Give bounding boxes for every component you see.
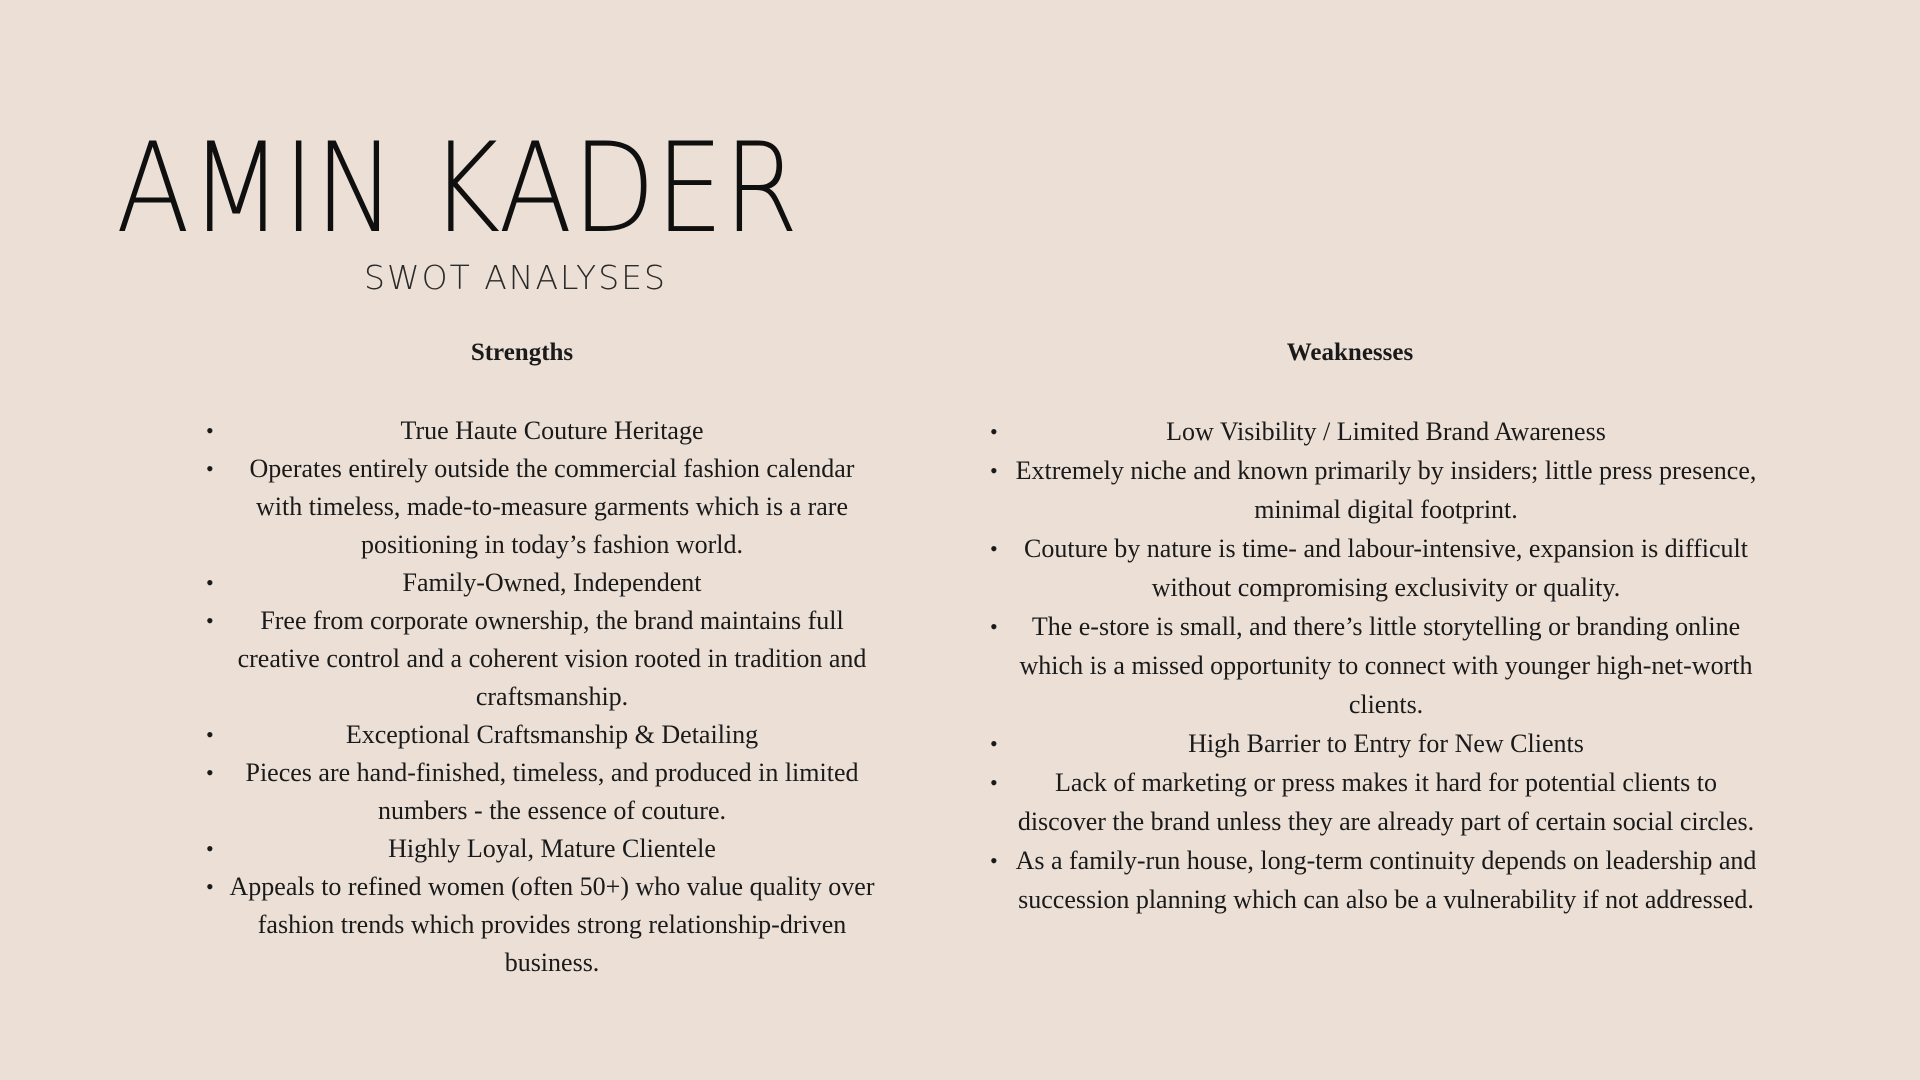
list-item — [990, 724, 1760, 763]
list-item — [990, 841, 1760, 919]
list-item — [990, 412, 1760, 451]
page-subtitle: SWOT ANALYSES — [364, 258, 667, 297]
list-item-text: Family-Owned, Independent — [402, 568, 702, 597]
weaknesses-section — [990, 338, 1760, 919]
list-item — [206, 450, 876, 564]
list-item-text: Couture by nature is time- and labour-intensive, expansion is difficult without compromising exclusivity or quality. — [1024, 534, 1748, 602]
bullet-icon: • — [206, 722, 214, 747]
bullet-icon: • — [206, 760, 214, 785]
list-item — [990, 451, 1760, 529]
list-item-text: High Barrier to Entry for New Clients — [1188, 729, 1584, 758]
bullet-icon: • — [206, 418, 214, 443]
list-item — [206, 754, 876, 830]
list-item — [206, 716, 876, 754]
list-item — [206, 830, 876, 868]
bullet-icon: • — [990, 536, 998, 561]
bullet-icon: • — [206, 874, 214, 899]
list-item — [206, 412, 876, 450]
strengths-section — [206, 338, 880, 982]
strengths-heading: Strengths — [470, 339, 574, 366]
list-item-text: Pieces are hand-finished, timeless, and produced in limited numbers - the essence of couture. — [245, 758, 859, 825]
list-item — [206, 564, 876, 602]
bullet-icon: • — [990, 731, 998, 756]
list-item-text: Exceptional Craftsmanship & Detailing — [345, 720, 759, 749]
list-item-text: The e-store is small, and there’s little storytelling or branding online which is a missed opportunity to connect with younger high-net-worth clients. — [1019, 612, 1753, 719]
bullet-icon: • — [990, 848, 998, 873]
weaknesses-list — [990, 412, 1760, 919]
list-item — [990, 607, 1760, 724]
list-item-text: Highly Loyal, Mature Clientele — [388, 834, 716, 863]
bullet-icon: • — [206, 836, 214, 861]
bullet-icon: • — [206, 608, 214, 633]
bullet-icon: • — [206, 570, 214, 595]
list-item-text: Extremely niche and known primarily by insiders; little press presence, minimal digital footprint. — [1015, 456, 1757, 524]
list-item-text: Low Visibility / Limited Brand Awareness — [1166, 417, 1606, 446]
list-item-text: Operates entirely outside the commercial fashion calendar with timeless, made-to-measure garments which is a rare positioning in today’s fashion world. — [249, 454, 855, 559]
bullet-icon: • — [990, 770, 998, 795]
strengths-list — [206, 412, 876, 982]
list-item-text: True Haute Couture Heritage — [400, 416, 704, 445]
list-item — [990, 763, 1760, 841]
bullet-icon: • — [990, 458, 998, 483]
weaknesses-heading: Weaknesses — [1286, 339, 1414, 366]
brand-title: AMIN KADER — [116, 117, 799, 261]
bullet-icon: • — [990, 614, 998, 639]
list-item-text: Lack of marketing or press makes it hard for potential clients to discover the brand unless they are already part of certain social circles. — [1017, 768, 1755, 836]
list-item — [990, 529, 1760, 607]
list-item-text: As a family-run house, long-term continuity depends on leadership and succession planning which can also be a vulnerability if not addressed. — [1015, 846, 1757, 914]
list-item-text: Appeals to refined women (often 50+) who value quality over fashion trends which provides strong relationship-driven business. — [229, 872, 875, 977]
bullet-icon: • — [206, 456, 214, 481]
list-item — [206, 868, 876, 982]
list-item — [206, 602, 876, 716]
list-item-text: Free from corporate ownership, the brand maintains full creative control and a coherent vision rooted in tradition and craftsmanship. — [237, 606, 867, 711]
bullet-icon: • — [990, 419, 998, 444]
